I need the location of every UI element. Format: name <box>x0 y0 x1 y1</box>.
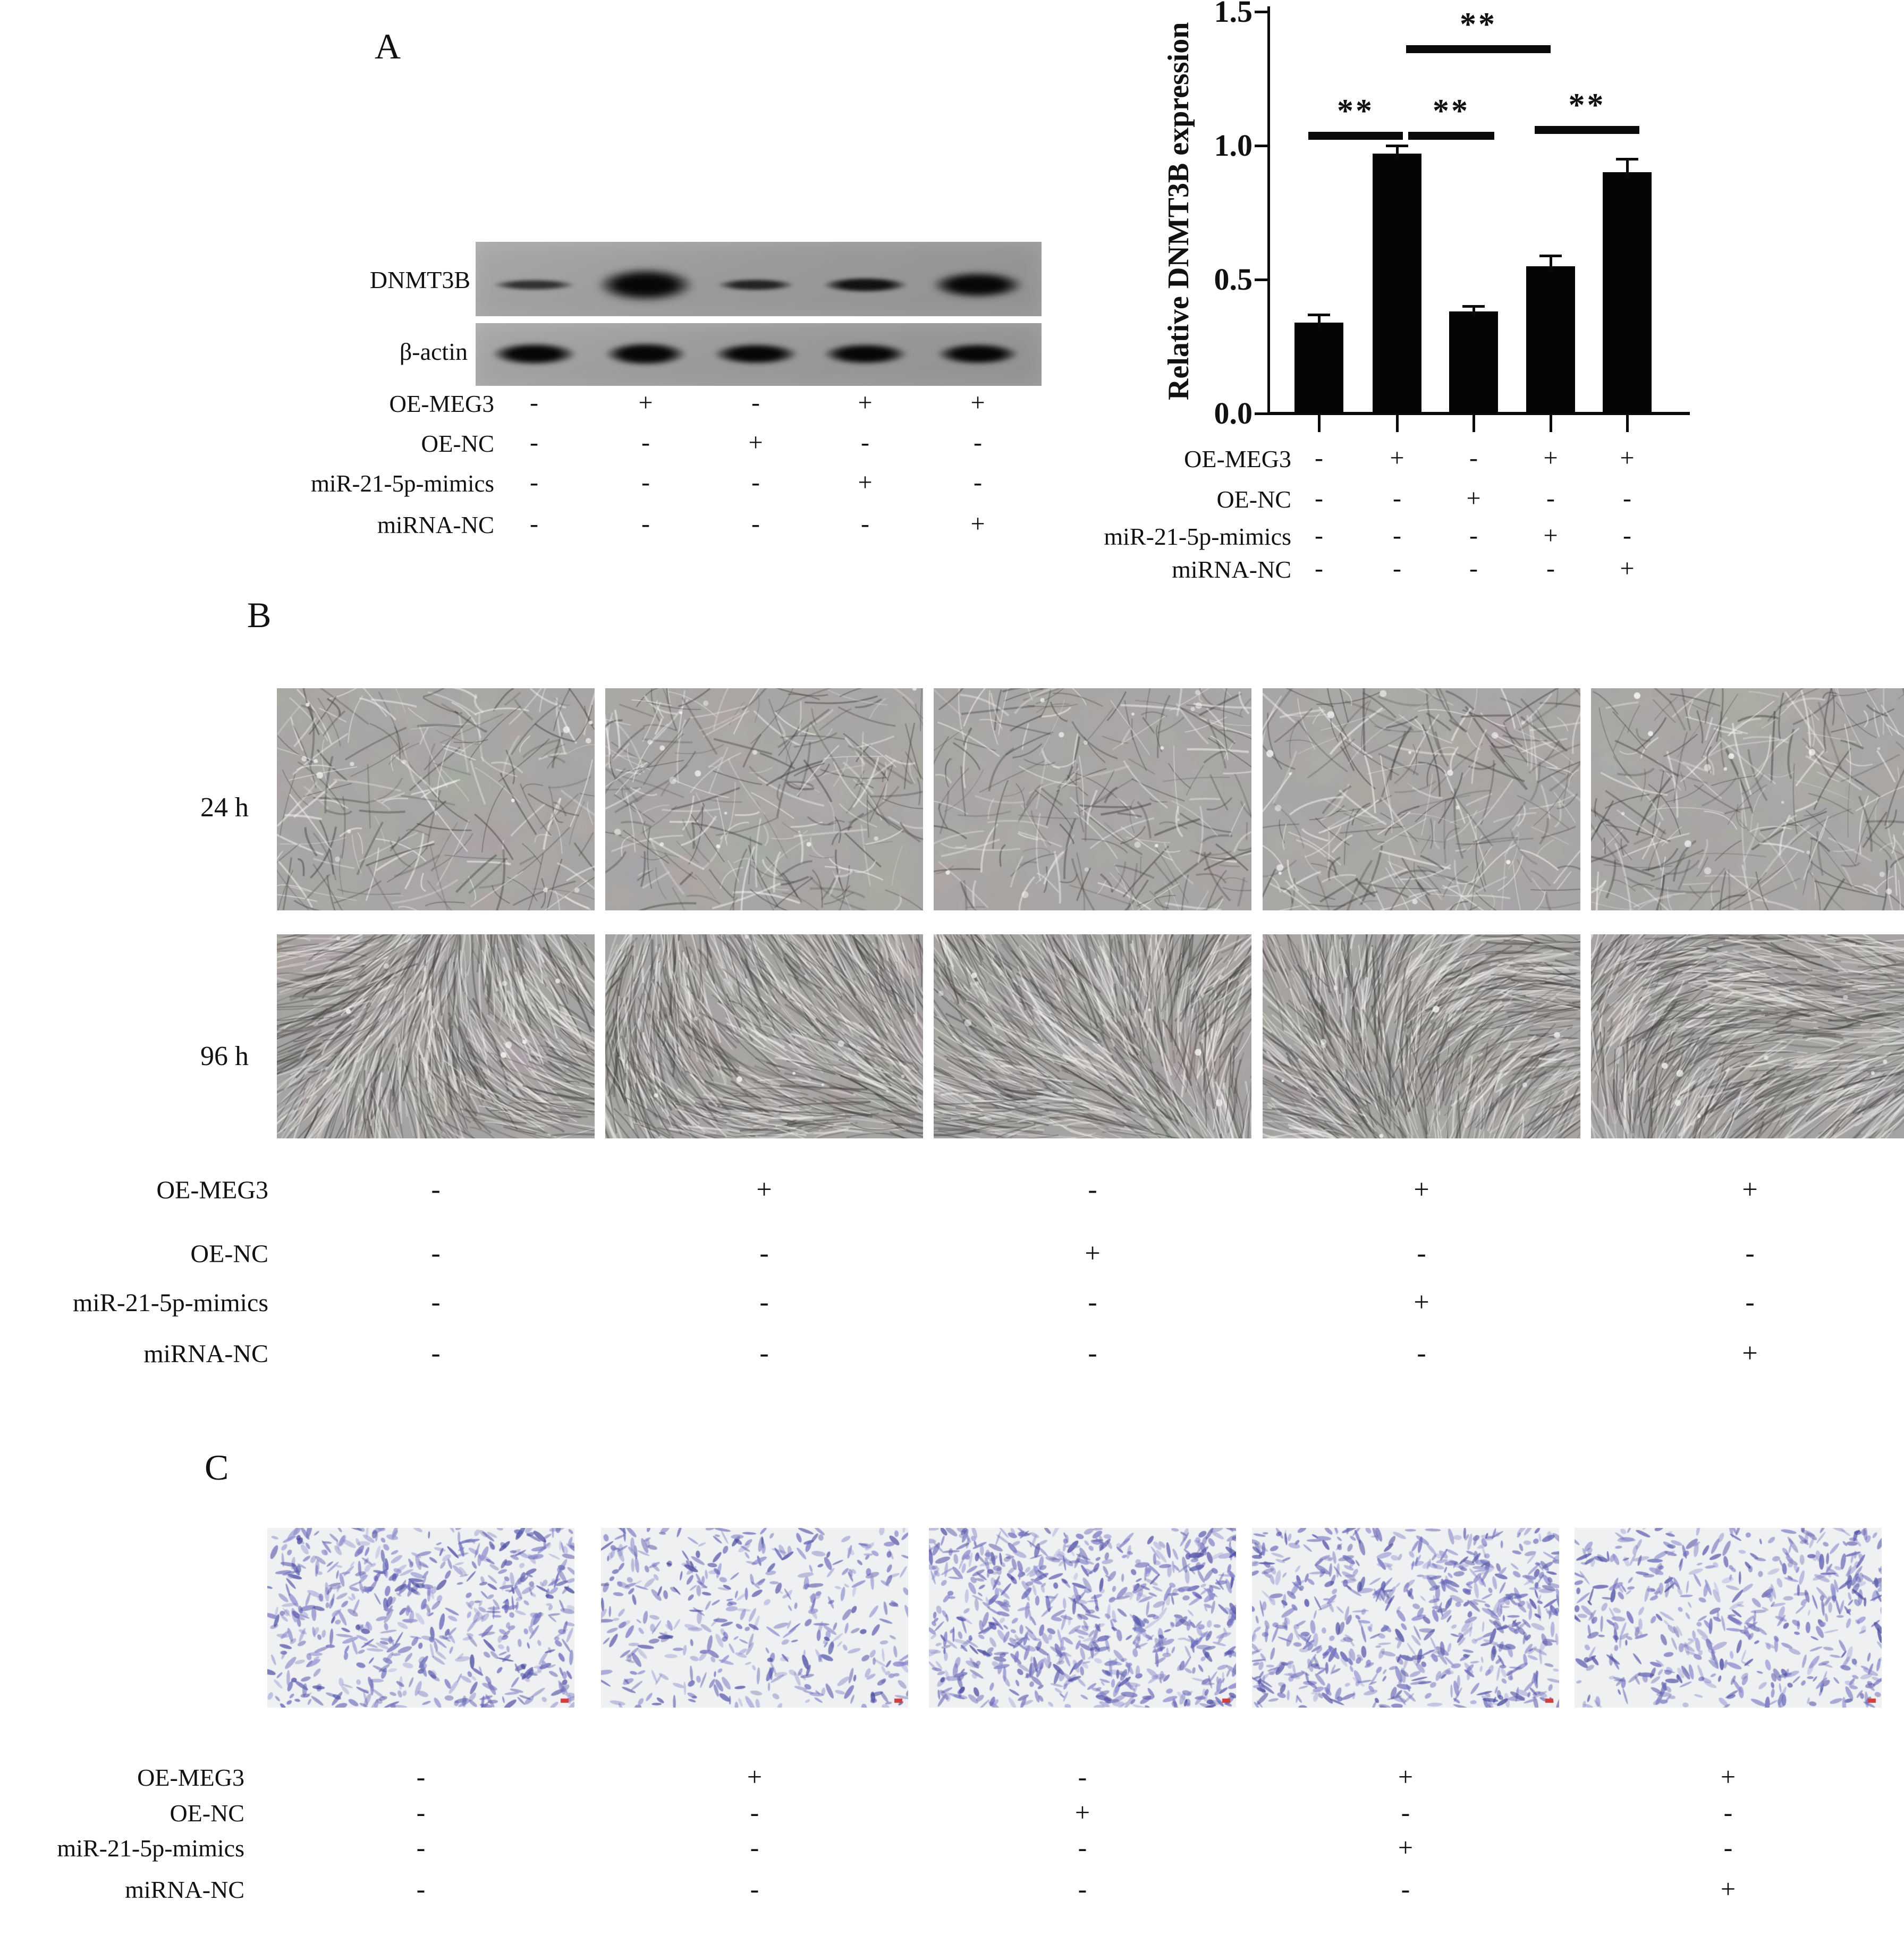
transwell-image-col3 <box>929 1528 1236 1708</box>
panel-b-condition-symbol: - <box>759 1238 769 1269</box>
chart-condition-symbol: - <box>1623 484 1631 513</box>
y-tick-label: 1.0 <box>1214 128 1253 163</box>
chart-condition-symbol: - <box>1393 484 1401 513</box>
panel-a-condition-label: OE-MEG3 <box>389 391 494 418</box>
sig-line <box>1308 132 1403 140</box>
sig-line <box>1406 45 1551 53</box>
y-tick <box>1255 11 1268 13</box>
error-bar-cap <box>1386 145 1408 147</box>
y-axis-line <box>1267 6 1270 415</box>
sig-line <box>1535 126 1639 134</box>
chart-condition-symbol: - <box>1315 484 1323 513</box>
panel-c-condition-label: miR-21-5p-mimics <box>57 1835 244 1862</box>
bar <box>1373 154 1421 413</box>
micrograph-24h-col3 <box>934 688 1251 910</box>
panel-c-condition-symbol: + <box>1398 1762 1414 1792</box>
panel-a-condition-symbol: - <box>974 468 982 497</box>
panel-a-condition-symbol: + <box>748 428 763 457</box>
bar <box>1603 172 1652 413</box>
panel-b-label: B <box>247 595 272 635</box>
panel-a-condition-symbol: - <box>751 468 760 497</box>
micrograph-96h-col1 <box>277 934 595 1138</box>
panel-c-condition-symbol: - <box>1723 1797 1733 1827</box>
panel-c-condition-symbol: - <box>750 1832 759 1862</box>
transwell-image-col1 <box>267 1528 574 1708</box>
chart-condition-symbol: - <box>1469 554 1478 583</box>
micrograph-96h-col2 <box>605 934 923 1138</box>
x-tick <box>1396 414 1399 432</box>
micrograph-24h-col5 <box>1591 688 1904 910</box>
chart-condition-symbol: + <box>1620 554 1635 583</box>
micrograph-96h-col4 <box>1263 934 1580 1138</box>
panel-c-condition-symbol: - <box>750 1797 759 1827</box>
panel-c-condition-symbol: + <box>1720 1762 1736 1792</box>
x-tick <box>1318 414 1321 432</box>
chart-condition-symbol: - <box>1469 444 1478 472</box>
chart-condition-label: OE-NC <box>1216 486 1291 513</box>
panel-b-condition-symbol: + <box>1414 1287 1429 1317</box>
micrograph-24h-col4 <box>1263 688 1580 910</box>
blot-band-beta-actin-lane4 <box>822 343 909 365</box>
blot-band-dnmt3b-lane5 <box>930 271 1026 299</box>
error-bar-cap <box>1308 314 1330 316</box>
x-tick <box>1550 414 1552 432</box>
panel-b-condition-symbol: - <box>1088 1338 1097 1369</box>
blot-band-dnmt3b-lane4 <box>822 277 909 293</box>
y-tick <box>1255 412 1268 415</box>
panel-c-condition-symbol: - <box>750 1874 759 1904</box>
panel-b-condition-symbol: + <box>1742 1338 1758 1369</box>
panel-c-condition-symbol: - <box>1078 1762 1087 1792</box>
chart-condition-symbol: + <box>1543 444 1558 472</box>
panel-a-condition-symbol: - <box>641 510 650 538</box>
panel-a-condition-label: OE-NC <box>421 430 494 458</box>
panel-a-condition-symbol: + <box>858 388 873 417</box>
panel-b-condition-symbol: + <box>756 1174 772 1205</box>
y-axis-title: Relative DNMT3B expression <box>1162 22 1195 401</box>
panel-a-condition-symbol: - <box>530 428 538 457</box>
sig-stars: ** <box>1460 6 1497 43</box>
panel-c-condition-label: OE-MEG3 <box>137 1764 244 1792</box>
micrograph-96h-col5 <box>1591 934 1904 1138</box>
panel-a-condition-symbol: + <box>970 510 985 538</box>
panel-c-condition-symbol: - <box>416 1762 426 1792</box>
panel-b-condition-symbol: - <box>1745 1287 1755 1317</box>
panel-c-condition-symbol: + <box>747 1762 763 1792</box>
panel-a-condition-symbol: - <box>751 510 760 538</box>
blot-band-beta-actin-lane1 <box>490 342 578 366</box>
y-tick <box>1255 278 1268 281</box>
error-bar-stem <box>1318 315 1321 328</box>
transwell-image-col5 <box>1575 1528 1882 1708</box>
panel-c-condition-symbol: - <box>1078 1874 1087 1904</box>
x-tick <box>1473 414 1475 432</box>
panel-b-condition-symbol: - <box>431 1287 441 1317</box>
chart-condition-symbol: - <box>1393 554 1401 583</box>
chart-condition-symbol: - <box>1315 521 1323 550</box>
panel-a-label: A <box>375 26 401 66</box>
y-tick <box>1255 145 1268 147</box>
panel-c-condition-symbol: - <box>416 1874 426 1904</box>
chart-condition-symbol: - <box>1623 521 1631 550</box>
chart-condition-symbol: + <box>1466 484 1481 513</box>
sig-stars: ** <box>1568 87 1606 123</box>
error-bar-cap <box>1616 158 1638 161</box>
chart-condition-symbol: - <box>1546 554 1555 583</box>
blot-band-dnmt3b-lane3 <box>716 278 796 291</box>
panel-b-condition-symbol: - <box>1745 1238 1755 1269</box>
panel-b-condition-symbol: - <box>431 1238 441 1269</box>
blot-row-label-dnmt3b: DNMT3B <box>369 266 470 293</box>
bar <box>1526 266 1575 413</box>
blot-band-dnmt3b-lane2 <box>595 268 696 302</box>
micrograph-24h-col2 <box>605 688 923 910</box>
panel-c-condition-symbol: - <box>1401 1797 1410 1827</box>
panel-c-condition-symbol: + <box>1074 1797 1090 1827</box>
panel-c-condition-symbol: - <box>1723 1832 1733 1862</box>
y-tick-label: 1.5 <box>1214 0 1253 29</box>
sig-line <box>1408 132 1494 140</box>
error-bar-stem <box>1626 159 1629 178</box>
blot-band-beta-actin-lane2 <box>603 342 688 366</box>
panel-b-condition-label: OE-MEG3 <box>156 1176 268 1205</box>
panel-a-condition-symbol: - <box>751 388 760 417</box>
panel-b-condition-symbol: - <box>431 1338 441 1369</box>
blot-row-label-beta-actin: β-actin <box>399 338 468 365</box>
panel-b-condition-label: miRNA-NC <box>143 1340 268 1369</box>
panel-b-condition-symbol: - <box>759 1287 769 1317</box>
chart-condition-symbol: + <box>1620 444 1635 472</box>
panel-a-condition-symbol: - <box>861 510 869 538</box>
panel-c-label: C <box>205 1447 229 1488</box>
panel-b-condition-symbol: - <box>759 1338 769 1369</box>
bar <box>1294 323 1343 413</box>
panel-c-condition-label: OE-NC <box>170 1800 244 1827</box>
chart-condition-symbol: - <box>1469 521 1478 550</box>
sig-stars: ** <box>1337 92 1374 129</box>
panel-b-condition-symbol: - <box>431 1174 441 1205</box>
panel-a-condition-symbol: - <box>641 468 650 497</box>
panel-b-condition-symbol: + <box>1085 1238 1101 1269</box>
error-bar-stem <box>1550 256 1552 272</box>
panel-a-condition-label: miRNA-NC <box>377 512 494 539</box>
panel-a-condition-symbol: - <box>530 468 538 497</box>
chart-condition-label: miR-21-5p-mimics <box>1104 523 1291 551</box>
panel-b-condition-symbol: + <box>1742 1174 1758 1205</box>
chart-condition-symbol: + <box>1390 444 1404 472</box>
chart-condition-label: OE-MEG3 <box>1184 445 1291 473</box>
panel-b-condition-label: miR-21-5p-mimics <box>73 1289 268 1317</box>
panel-c-condition-symbol: - <box>416 1797 426 1827</box>
chart-condition-symbol: - <box>1315 444 1323 472</box>
x-tick <box>1626 414 1629 432</box>
panel-a-condition-label: miR-21-5p-mimics <box>311 470 494 497</box>
panel-b-condition-symbol: - <box>1417 1238 1426 1269</box>
micrograph-24h-col1 <box>277 688 595 910</box>
transwell-image-col4 <box>1252 1528 1559 1708</box>
time-label-96h: 96 h <box>200 1041 249 1071</box>
error-bar-stem <box>1396 146 1399 159</box>
panel-a-condition-symbol: + <box>638 388 653 417</box>
panel-b-condition-symbol: + <box>1414 1174 1429 1205</box>
time-label-24h: 24 h <box>200 792 249 823</box>
panel-a-condition-symbol: - <box>530 388 538 417</box>
panel-c-condition-symbol: - <box>1078 1832 1087 1862</box>
micrograph-96h-col3 <box>934 934 1251 1138</box>
chart-condition-symbol: - <box>1315 554 1323 583</box>
error-bar-cap <box>1539 255 1562 257</box>
sig-stars: ** <box>1433 92 1470 129</box>
panel-a-condition-symbol: - <box>641 428 650 457</box>
panel-a-condition-symbol: - <box>861 428 869 457</box>
error-bar-cap <box>1462 305 1485 308</box>
chart-condition-label: miRNA-NC <box>1172 556 1291 584</box>
blot-band-dnmt3b-lane1 <box>492 279 577 291</box>
panel-c-condition-symbol: - <box>416 1832 426 1862</box>
panel-a-condition-symbol: - <box>974 428 982 457</box>
bar <box>1449 311 1498 413</box>
panel-b-condition-symbol: - <box>1417 1338 1426 1369</box>
panel-b-condition-symbol: - <box>1088 1287 1097 1317</box>
panel-c-condition-symbol: + <box>1720 1874 1736 1904</box>
panel-b-condition-symbol: - <box>1088 1174 1097 1205</box>
y-tick-label: 0.0 <box>1214 396 1253 430</box>
blot-band-beta-actin-lane3 <box>712 343 800 365</box>
panel-c-condition-symbol: - <box>1401 1874 1410 1904</box>
error-bar-stem <box>1473 306 1475 317</box>
panel-c-condition-symbol: + <box>1398 1832 1414 1862</box>
chart-condition-symbol: + <box>1543 521 1558 550</box>
y-tick-label: 0.5 <box>1214 262 1253 297</box>
transwell-image-col2 <box>601 1528 908 1708</box>
blot-band-beta-actin-lane5 <box>935 343 1020 365</box>
panel-a-condition-symbol: + <box>970 388 985 417</box>
panel-a-condition-symbol: - <box>530 510 538 538</box>
panel-b-condition-label: OE-NC <box>190 1240 268 1269</box>
chart-condition-symbol: - <box>1546 484 1555 513</box>
panel-a-condition-symbol: + <box>858 468 873 497</box>
chart-condition-symbol: - <box>1393 521 1401 550</box>
panel-c-condition-label: miRNA-NC <box>125 1876 244 1904</box>
